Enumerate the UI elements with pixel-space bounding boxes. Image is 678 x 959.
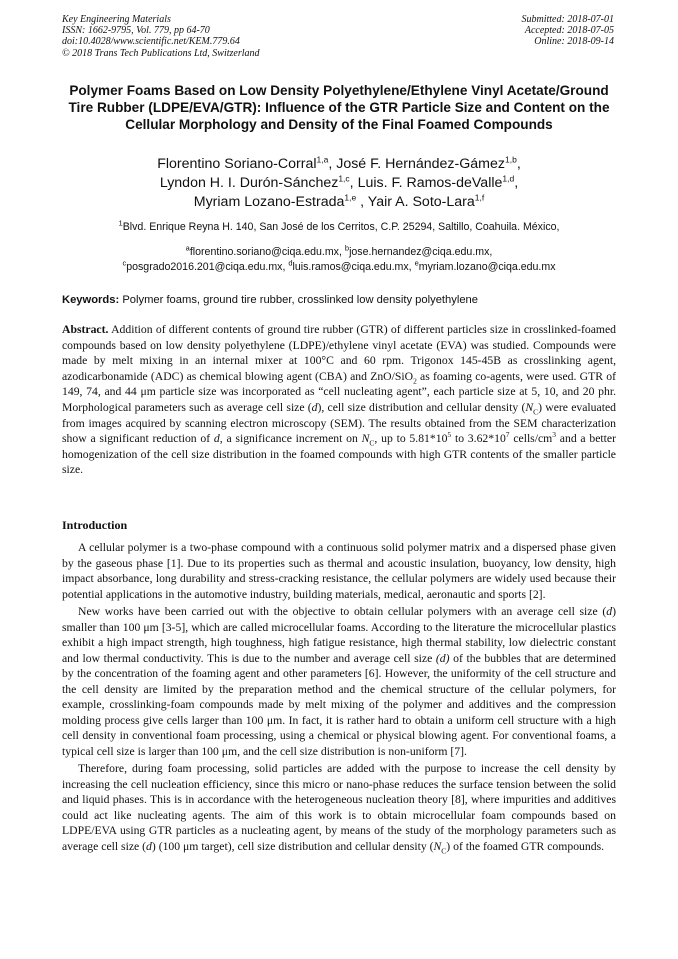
- author-affiliation-marker: 1,f: [474, 192, 485, 203]
- symbol-d: (d): [435, 651, 450, 665]
- author-separator: ,: [328, 156, 337, 172]
- abstract-text: , a significance increment on: [219, 432, 362, 446]
- paragraph-text: New works have been carried out with the objective to obtain cellular polymers with an average cell size (: [78, 605, 607, 618]
- author-affiliation-marker: 1,e: [344, 192, 357, 203]
- abstract-label: Abstract.: [62, 323, 109, 336]
- email-link[interactable]: jose.hernandez@ciqa.edu.mx,: [349, 246, 493, 258]
- copyright-line: © 2018 Trans Tech Publications Ltd, Switzerland: [62, 47, 260, 59]
- email-link[interactable]: luis.ramos@ciqa.edu.mx,: [292, 260, 412, 273]
- symbol-n: N: [525, 400, 534, 414]
- author-name: Lyndon H. I. Durón-Sánchez: [159, 175, 339, 191]
- abstract-text: ), cell size distribution and cellular density (: [317, 400, 526, 414]
- issn-line: ISSN: 1662-9795, Vol. 779, pp 64-70: [62, 25, 210, 37]
- abstract-text: to 3.62*10: [451, 432, 506, 446]
- subscript: C: [369, 438, 375, 448]
- journal-header-left: [62, 14, 260, 59]
- author-separator: ,: [514, 175, 519, 191]
- paper-title: Polymer Foams Based on Low Density Polyethylene/Ethylene Vinyl Acetate/Ground Tire Rubber (LDPE/EVA/GTR): Influence of the GTR Particle Size and Content on the Cellular Morphology and Density of the Final Foamed Compounds: [68, 83, 610, 133]
- paragraph: [62, 604, 616, 759]
- abstract-text: and a better homogenization of the cell size distribution in the foamed compounds with high GTR contents of the smaller particle size.: [62, 432, 616, 477]
- author-list: [62, 155, 616, 212]
- abstract: [62, 322, 616, 478]
- section-heading-introduction: Introduction: [62, 518, 128, 532]
- author-name: José F. Hernández-Gámez: [336, 156, 505, 172]
- keywords-text: Polymer foams, ground tire rubber, crosslinked low density polyethylene: [122, 294, 479, 306]
- email-marker: b: [344, 243, 350, 253]
- paragraph: [62, 761, 616, 854]
- exponent: 3: [552, 430, 557, 440]
- affiliation-address: Blvd. Enrique Reyna H. 140, San José de los Cerritos, C.P. 25294, Saltillo, Coahuila. México,: [122, 221, 560, 233]
- paragraph: A cellular polymer is a two-phase compound with a continuous solid polymer matrix and a dispersed phase given by the gaseous phase [1]. Due to its properties such as thermal and acoustic insulation, buoyancy, low density, high impact absorbance, long durability and stress-cracking resistance, the cellular polymers are widely used because their potential applications in the automotive industry, building materials, medical, aeronautic and sports [2].: [62, 541, 616, 601]
- paragraph-text: Therefore, during foam processing, solid particles are added with the purpose to increase the cell density by increasing the cell nucleation efficiency, since this micro or nano-phase reduces the surface tension between the solid and liquid phases. This is in accordance with the heterogeneous nucleation theory [8], where impurities and additives could act like nucleating agents. The aim of this work is to obtain microcellular foam compounds based on LDPE/EVA using GTR particles as a nucleating agent, by means of the study of the morphology parameters such as average cell size (: [62, 762, 616, 853]
- keywords: [62, 293, 616, 307]
- submitted-date: Submitted: 2018-07-01: [521, 14, 614, 25]
- symbol-d: d: [146, 839, 152, 853]
- author-name: Yair A. Soto-Lara: [367, 194, 475, 210]
- symbol-n: N: [361, 432, 370, 446]
- paragraph-text: ) of the foamed GTR compounds.: [446, 839, 605, 853]
- exponent: 5: [447, 430, 452, 440]
- abstract-text: cells/cm: [509, 432, 553, 446]
- author-affiliation-marker: 1,c: [338, 173, 350, 184]
- exponent: 7: [505, 430, 510, 440]
- symbol-d: d: [606, 605, 613, 618]
- journal-name: Key Engineering Materials: [62, 14, 171, 25]
- affiliation: [62, 220, 616, 234]
- paragraph-text: of the bubbles that are determined by the concentration of the foaming agent and other parameters [6]. However, the uniformity of the cell structure and the cell density are limited by the preparation method and the chemical structure of the cellular polymers, for example, crosslinking-foam compounds made by melt mixing of the polymer and additives and the compression molding process give cells larger than 100 μm. In fact, it is rather hard to obtain a uniform cell structure with a high cell density in conventional foam processing, using a chemical or physical blowing agent. For conventional foams, a typical cell size is larger than 100 μm, and the cell size distribution is non-uniform [7].: [62, 651, 616, 758]
- email-marker: d: [288, 257, 293, 267]
- paragraph-text: ) (100 μm target), cell size distribution and cellular density (: [151, 839, 434, 853]
- author-separator: ,: [349, 175, 358, 191]
- email-list: [62, 245, 616, 274]
- symbol-d: d: [213, 432, 220, 446]
- introduction-body: [62, 540, 616, 854]
- subscript: C: [441, 845, 447, 855]
- journal-header-right: [522, 14, 615, 48]
- author-name: Luis. F. Ramos-deValle: [357, 175, 503, 191]
- symbol-d: d: [311, 400, 318, 414]
- author-separator: ,: [516, 156, 521, 172]
- subscript: C: [533, 407, 539, 417]
- subscript: 2: [413, 376, 417, 386]
- abstract-text: ) were evaluated from images acquired by scanning electron microscopy (SEM). The results obtained from the SEM characterization show a significant reduction of: [62, 400, 616, 446]
- email-marker: c: [122, 257, 127, 267]
- symbol-n: N: [433, 839, 442, 853]
- accepted-date: Accepted: 2018-07-05: [524, 25, 614, 37]
- email-link[interactable]: posgrado2016.201@ciqa.edu.mx,: [126, 260, 286, 273]
- author-name: Florentino Soriano-Corral: [157, 156, 317, 172]
- author-affiliation-marker: 1,a: [316, 154, 329, 165]
- author-separator: ,: [356, 194, 368, 210]
- email-marker: a: [185, 243, 190, 253]
- author-name: Myriam Lozano-Estrada: [193, 194, 345, 210]
- email-marker: e: [414, 257, 419, 267]
- email-link[interactable]: florentino.soriano@ciqa.edu.mx,: [189, 246, 342, 258]
- author-affiliation-marker: 1,d: [502, 173, 515, 184]
- abstract-text: , up to 5.81*10: [374, 432, 448, 446]
- author-affiliation-marker: 1,b: [504, 154, 517, 165]
- paragraph-text: ) smaller than 100 μm [3-5], which are called microcellular foams. According to the literature the microcellular plastics exhibit a high impact strength, high toughness, high fatigue resistance, high thermal stability, low dielectric constant and low thermal conductivity. This is due to the number and average cell size: [62, 605, 616, 665]
- online-date: Online: 2018-09-14: [534, 36, 614, 48]
- doi-line: doi:10.4028/www.scientific.net/KEM.779.64: [62, 36, 240, 48]
- abstract-text: as foaming co-agents, were used. GTR of 149, 74, and 44 μm particle size was incorporated as “cell nucleating agent”, each particle size at 5, 10, and 20 phr. Morphological parameters such as average cell size (: [62, 369, 616, 414]
- abstract-text: Addition of different contents of ground tire rubber (GTR) of different particles size in crosslinked-foamed compounds based on low density polyethylene (LDPE)/ethylene vinyl acetate (EVA) was studied. Compounds were made by melt mixing in an internal mixer at 100°C and 60 rpm. Trigonox 145-45B as crosslinking agent, azodicarbonamide (ADC) as chemical blowing agent (CBA) and ZnO/SiO: [62, 323, 617, 383]
- keywords-label: Keywords:: [62, 294, 120, 306]
- affiliation-marker: 1: [118, 218, 123, 228]
- email-link[interactable]: myriam.lozano@ciqa.edu.mx: [418, 260, 556, 273]
